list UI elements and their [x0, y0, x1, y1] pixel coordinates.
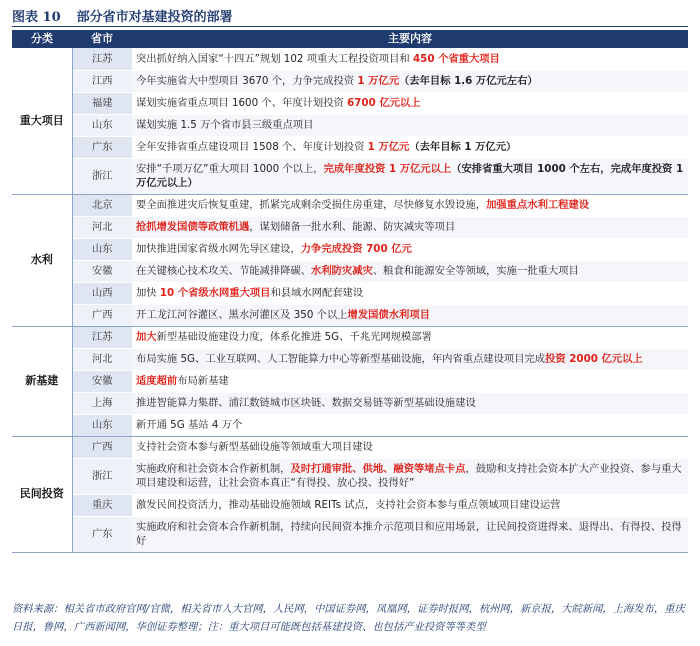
- content-text: 加强重点水利工程建设: [486, 199, 590, 211]
- content-cell: [132, 158, 688, 194]
- content-text: 突出抓好纳入国家“十四五”规划 102 项重大工程投资项目和: [136, 52, 413, 65]
- content-text: 实施政府和社会资本合作新机制，: [136, 463, 291, 475]
- table-row: [12, 158, 688, 194]
- province-cell: 河北: [72, 348, 132, 370]
- content-text: 支持社会资本参与新型基础设施等领域重大项目建设: [136, 441, 373, 453]
- table-row: [12, 48, 688, 70]
- province-cell: 广西: [72, 436, 132, 458]
- content-text: 1 万亿元: [357, 75, 400, 87]
- content-text: （去年目标 1.6 万亿元左右）: [399, 75, 538, 87]
- content-text: 布局新基建: [177, 375, 229, 387]
- table-row: [12, 70, 688, 92]
- content-text: 和县域水网配套建设: [270, 287, 364, 299]
- province-cell: 上海: [72, 392, 132, 414]
- content-text: 激发民间投资活力，推动基础设施领域 REITs 试点，支持社会资本参与重点领域项目建设运营: [136, 499, 561, 511]
- content-text: 10 个省级水网重大项目: [159, 287, 271, 299]
- category-cell: 新基建: [12, 326, 72, 436]
- content-text: （去年目标 1 万亿元）: [409, 141, 517, 153]
- content-cell: [132, 516, 688, 552]
- province-cell: 福建: [72, 92, 132, 114]
- content-cell: [132, 348, 688, 370]
- content-cell: [132, 216, 688, 238]
- content-text: 加大: [136, 331, 157, 343]
- content-text: （安排省重大项目 1000 个左右，完成年度投资 1 万亿元以上）: [136, 163, 684, 189]
- content-cell: [132, 136, 688, 158]
- content-text: 抢抓增发国债等政策机遇: [136, 221, 250, 233]
- content-text: 实施政府和社会资本合作新机制，持续向民间资本推介示范项目和应用场景，让民间投资进得来、退得出、有得投、投得好: [136, 521, 682, 547]
- content-text: 力争完成投资 700 亿元: [300, 243, 412, 255]
- table-row: [12, 136, 688, 158]
- table-row: [12, 392, 688, 414]
- category-cell: 重大项目: [12, 48, 72, 194]
- figure-label: 图表 10: [12, 10, 61, 25]
- investment-table: [12, 30, 688, 553]
- province-cell: 浙江: [72, 158, 132, 194]
- table-row: [12, 370, 688, 392]
- content-text: 谋划实施省重点项目 1600 个、年度计划投资: [136, 97, 348, 109]
- content-cell: [132, 392, 688, 414]
- content-text: 450 个省重大项目: [412, 52, 500, 65]
- table-row: [12, 260, 688, 282]
- content-cell: [132, 304, 688, 326]
- content-cell: [132, 458, 688, 494]
- table-row: [12, 114, 688, 136]
- content-cell: [132, 194, 688, 216]
- content-text: 在关键核心技术攻关、节能减排降碳、: [136, 265, 312, 277]
- province-cell: 山东: [72, 238, 132, 260]
- table-row: [12, 348, 688, 370]
- content-text: 推进智能算力集群、浦江数链城市区块链、数据交易链等新型基础设施建设: [136, 397, 476, 409]
- content-text: 今年实施省大中型项目 3670 个，力争完成投资: [136, 75, 358, 87]
- content-text: ，鼓励和支持社会资本扩大产业投资、参与重大项目建设和运营，让社会资本真正“有得投、放心投、投得好”: [136, 463, 682, 489]
- content-text: ，谋划储备一批水利、能源、防灾减灾等项目: [249, 221, 456, 233]
- content-cell: [132, 260, 688, 282]
- category-cell: 水利: [12, 194, 72, 326]
- category-cell: 民间投资: [12, 436, 72, 552]
- content-cell: [132, 370, 688, 392]
- content-text: 加快: [136, 287, 160, 299]
- content-cell: [132, 48, 688, 70]
- province-cell: 山东: [72, 414, 132, 436]
- content-text: 安排“千项万亿”重大项目 1000 个以上，: [136, 163, 324, 175]
- table-row: [12, 516, 688, 552]
- table-row: [12, 458, 688, 494]
- content-text: 6700 亿元以上: [347, 97, 421, 109]
- content-cell: [132, 238, 688, 260]
- content-text: 新型基础设施建设力度，体系化推进 5G、千兆光网规模部署: [156, 331, 432, 343]
- province-cell: 山西: [72, 282, 132, 304]
- content-cell: [132, 282, 688, 304]
- content-cell: [132, 70, 688, 92]
- table-row: [12, 238, 688, 260]
- table-row: [12, 494, 688, 516]
- province-cell: 河北: [72, 216, 132, 238]
- province-cell: 广东: [72, 516, 132, 552]
- content-text: 及时打通审批、供地、融资等堵点卡点: [290, 463, 466, 475]
- province-cell: 江西: [72, 70, 132, 92]
- content-text: 全年安排省重点建设项目 1508 个、年度计划投资: [136, 141, 368, 153]
- content-text: 开工龙江河谷灌区、黑水河灌区及 350 个以上: [136, 309, 348, 321]
- content-text: 增发国债水利项目: [347, 309, 430, 321]
- province-cell: 安徽: [72, 260, 132, 282]
- content-text: 要全面推进灾后恢复重建，抓紧完成剩余受损住房重建，尽快修复水毁设施，: [136, 199, 487, 211]
- province-cell: 北京: [72, 194, 132, 216]
- table-row: [12, 414, 688, 436]
- content-text: 1 万亿元: [367, 141, 410, 153]
- header-province: 省市: [72, 30, 132, 48]
- table-row: [12, 216, 688, 238]
- title-divider: [12, 26, 688, 27]
- content-cell: [132, 326, 688, 348]
- province-cell: 安徽: [72, 370, 132, 392]
- content-text: 投资 2000 亿元以上: [545, 353, 643, 365]
- header-content: 主要内容: [132, 30, 688, 48]
- source-note: 资料来源：相关省市政府官网/官微，相关省市人大官网，人民网，中国证券网，凤凰网，证券时报网，杭州网，新京报，大皖新闻，上海发布，重庆日报，鲁网，广西新闻网，华创证券整理；注：重大项目可能既包括基建投资、也包括产业投资等等类型: [12, 603, 685, 633]
- table-row: [12, 304, 688, 326]
- table-row: [12, 92, 688, 114]
- province-cell: 广西: [72, 304, 132, 326]
- header-category: 分类: [12, 30, 72, 48]
- content-text: 水利防灾减灾: [311, 265, 373, 277]
- content-cell: [132, 436, 688, 458]
- content-cell: [132, 414, 688, 436]
- figure-title: [12, 6, 233, 26]
- province-cell: 浙江: [72, 458, 132, 494]
- content-text: 谋划实施 1.5 万个省市县三级重点项目: [136, 119, 314, 131]
- table-row: [12, 326, 688, 348]
- content-cell: [132, 494, 688, 516]
- figure-title-text: 部分省市对基建投资的部署: [76, 10, 233, 25]
- table-row: [12, 436, 688, 458]
- table-header-row: [12, 30, 688, 48]
- content-text: 新开通 5G 基站 4 万个: [136, 419, 243, 431]
- content-text: 完成年度投资 1 万亿元以上: [323, 163, 452, 175]
- province-cell: 山东: [72, 114, 132, 136]
- content-text: 适度超前: [136, 375, 178, 387]
- province-cell: 广东: [72, 136, 132, 158]
- content-text: 加快推进国家省级水网先导区建设，: [136, 243, 301, 255]
- province-cell: 重庆: [72, 494, 132, 516]
- content-text: 、粮食和能源安全等领域，实施一批重大项目: [372, 265, 579, 277]
- table-row: [12, 194, 688, 216]
- content-text: 布局实施 5G、工业互联网、人工智能算力中心等新型基础设施，年内省重点建设项目完成: [136, 353, 546, 365]
- province-cell: 江苏: [72, 48, 132, 70]
- content-cell: [132, 114, 688, 136]
- table-row: [12, 282, 688, 304]
- province-cell: 江苏: [72, 326, 132, 348]
- content-cell: [132, 92, 688, 114]
